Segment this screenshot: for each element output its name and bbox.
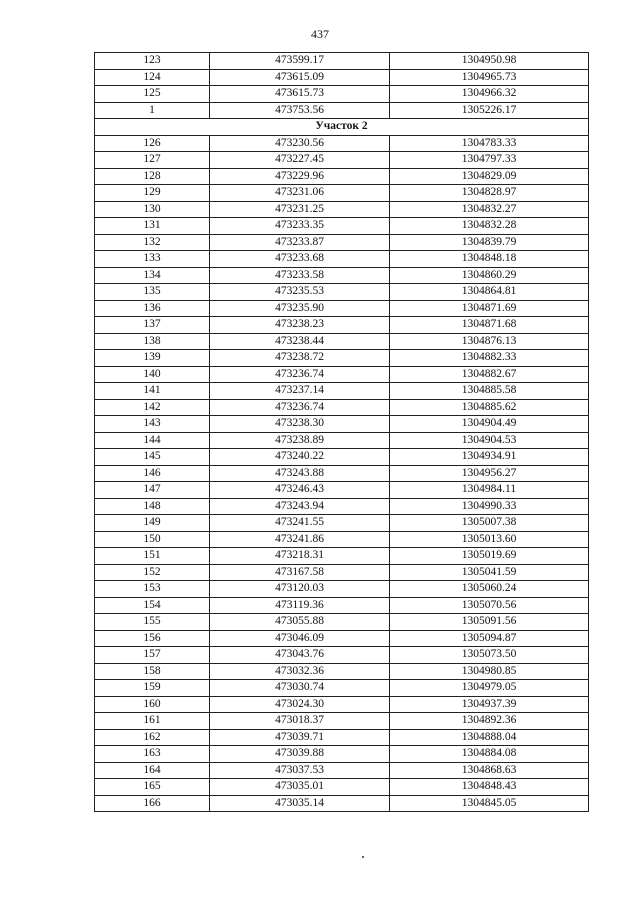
- table-row: [95, 762, 589, 779]
- point-number-cell: 148: [95, 498, 210, 515]
- table-row: [95, 465, 589, 482]
- table-row: [95, 581, 589, 598]
- y-coordinate-cell: 1305073.50: [390, 647, 589, 664]
- point-number-cell: 157: [95, 647, 210, 664]
- point-number-cell: 161: [95, 713, 210, 730]
- x-coordinate-cell: 473233.58: [210, 267, 390, 284]
- y-coordinate-cell: 1304984.11: [390, 482, 589, 499]
- section-title: Участок 2: [95, 119, 589, 136]
- table-row: [95, 317, 589, 334]
- table-row: [95, 729, 589, 746]
- x-coordinate-cell: 473241.55: [210, 515, 390, 532]
- x-coordinate-cell: 473030.74: [210, 680, 390, 697]
- table-row: [95, 399, 589, 416]
- y-coordinate-cell: 1304980.85: [390, 663, 589, 680]
- y-coordinate-cell: 1304871.69: [390, 300, 589, 317]
- point-number-cell: 142: [95, 399, 210, 416]
- x-coordinate-cell: 473240.22: [210, 449, 390, 466]
- point-number-cell: 125: [95, 86, 210, 103]
- point-number-cell: 130: [95, 201, 210, 218]
- y-coordinate-cell: 1305041.59: [390, 564, 589, 581]
- point-number-cell: 138: [95, 333, 210, 350]
- x-coordinate-cell: 473238.23: [210, 317, 390, 334]
- table-row: [95, 564, 589, 581]
- point-number-cell: 165: [95, 779, 210, 796]
- table-row: [95, 218, 589, 235]
- table-row: [95, 53, 589, 70]
- y-coordinate-cell: 1304848.43: [390, 779, 589, 796]
- point-number-cell: 124: [95, 69, 210, 86]
- x-coordinate-cell: 473035.01: [210, 779, 390, 796]
- y-coordinate-cell: 1304860.29: [390, 267, 589, 284]
- table-row: [95, 69, 589, 86]
- table-row: [95, 251, 589, 268]
- x-coordinate-cell: 473039.71: [210, 729, 390, 746]
- table-row: [95, 597, 589, 614]
- y-coordinate-cell: 1304828.97: [390, 185, 589, 202]
- point-number-cell: 133: [95, 251, 210, 268]
- y-coordinate-cell: 1304783.33: [390, 135, 589, 152]
- y-coordinate-cell: 1304956.27: [390, 465, 589, 482]
- y-coordinate-cell: 1304965.73: [390, 69, 589, 86]
- point-number-cell: 135: [95, 284, 210, 301]
- table-row: [95, 680, 589, 697]
- point-number-cell: 1: [95, 102, 210, 119]
- y-coordinate-cell: 1305226.17: [390, 102, 589, 119]
- point-number-cell: 155: [95, 614, 210, 631]
- x-coordinate-cell: 473120.03: [210, 581, 390, 598]
- table-row: [95, 498, 589, 515]
- y-coordinate-cell: 1304839.79: [390, 234, 589, 251]
- point-number-cell: 145: [95, 449, 210, 466]
- y-coordinate-cell: 1304904.49: [390, 416, 589, 433]
- x-coordinate-cell: 473238.44: [210, 333, 390, 350]
- x-coordinate-cell: 473241.86: [210, 531, 390, 548]
- point-number-cell: 163: [95, 746, 210, 763]
- point-number-cell: 162: [95, 729, 210, 746]
- y-coordinate-cell: 1304832.28: [390, 218, 589, 235]
- x-coordinate-cell: 473167.58: [210, 564, 390, 581]
- y-coordinate-cell: 1305007.38: [390, 515, 589, 532]
- x-coordinate-cell: 473753.56: [210, 102, 390, 119]
- y-coordinate-cell: 1304966.32: [390, 86, 589, 103]
- table-row: [95, 135, 589, 152]
- y-coordinate-cell: 1304845.05: [390, 795, 589, 812]
- table-row: [95, 531, 589, 548]
- x-coordinate-cell: 473231.06: [210, 185, 390, 202]
- x-coordinate-cell: 473218.31: [210, 548, 390, 565]
- y-coordinate-cell: 1304885.58: [390, 383, 589, 400]
- table-row: [95, 482, 589, 499]
- y-coordinate-cell: 1305060.24: [390, 581, 589, 598]
- point-number-cell: 147: [95, 482, 210, 499]
- point-number-cell: 149: [95, 515, 210, 532]
- point-number-cell: 136: [95, 300, 210, 317]
- x-coordinate-cell: 473043.76: [210, 647, 390, 664]
- table-row: [95, 779, 589, 796]
- y-coordinate-cell: 1304797.33: [390, 152, 589, 169]
- table-row: [95, 284, 589, 301]
- point-number-cell: 146: [95, 465, 210, 482]
- x-coordinate-cell: 473227.45: [210, 152, 390, 169]
- y-coordinate-cell: 1305070.56: [390, 597, 589, 614]
- y-coordinate-cell: 1304950.98: [390, 53, 589, 70]
- point-number-cell: 126: [95, 135, 210, 152]
- table-row: [95, 383, 589, 400]
- section-row: [95, 119, 589, 136]
- point-number-cell: 132: [95, 234, 210, 251]
- x-coordinate-cell: 473119.36: [210, 597, 390, 614]
- x-coordinate-cell: 473018.37: [210, 713, 390, 730]
- y-coordinate-cell: 1305013.60: [390, 531, 589, 548]
- y-coordinate-cell: 1304832.27: [390, 201, 589, 218]
- x-coordinate-cell: 473599.17: [210, 53, 390, 70]
- point-number-cell: 151: [95, 548, 210, 565]
- table-row: [95, 713, 589, 730]
- coordinates-table-body: [95, 53, 589, 812]
- x-coordinate-cell: 473035.14: [210, 795, 390, 812]
- table-row: [95, 548, 589, 565]
- x-coordinate-cell: 473230.56: [210, 135, 390, 152]
- table-row: [95, 185, 589, 202]
- table-row: [95, 449, 589, 466]
- point-number-cell: 166: [95, 795, 210, 812]
- point-number-cell: 143: [95, 416, 210, 433]
- y-coordinate-cell: 1305019.69: [390, 548, 589, 565]
- point-number-cell: 158: [95, 663, 210, 680]
- table-row: [95, 350, 589, 367]
- x-coordinate-cell: 473024.30: [210, 696, 390, 713]
- point-number-cell: 137: [95, 317, 210, 334]
- point-number-cell: 140: [95, 366, 210, 383]
- x-coordinate-cell: 473231.25: [210, 201, 390, 218]
- table-row: [95, 647, 589, 664]
- table-row: [95, 300, 589, 317]
- point-number-cell: 164: [95, 762, 210, 779]
- scan-speck: [362, 856, 364, 858]
- y-coordinate-cell: 1304829.09: [390, 168, 589, 185]
- table-row: [95, 696, 589, 713]
- point-number-cell: 123: [95, 53, 210, 70]
- y-coordinate-cell: 1304848.18: [390, 251, 589, 268]
- y-coordinate-cell: 1304876.13: [390, 333, 589, 350]
- y-coordinate-cell: 1304882.67: [390, 366, 589, 383]
- table-row: [95, 663, 589, 680]
- x-coordinate-cell: 473235.90: [210, 300, 390, 317]
- table-row: [95, 333, 589, 350]
- y-coordinate-cell: 1304904.53: [390, 432, 589, 449]
- point-number-cell: 160: [95, 696, 210, 713]
- x-coordinate-cell: 473236.74: [210, 399, 390, 416]
- table-row: [95, 86, 589, 103]
- y-coordinate-cell: 1304934.91: [390, 449, 589, 466]
- table-row: [95, 432, 589, 449]
- x-coordinate-cell: 473615.73: [210, 86, 390, 103]
- x-coordinate-cell: 473229.96: [210, 168, 390, 185]
- table-row: [95, 267, 589, 284]
- point-number-cell: 141: [95, 383, 210, 400]
- table-row: [95, 630, 589, 647]
- table-row: [95, 168, 589, 185]
- x-coordinate-cell: 473055.88: [210, 614, 390, 631]
- y-coordinate-cell: 1305094.87: [390, 630, 589, 647]
- y-coordinate-cell: 1304937.39: [390, 696, 589, 713]
- point-number-cell: 131: [95, 218, 210, 235]
- y-coordinate-cell: 1304882.33: [390, 350, 589, 367]
- y-coordinate-cell: 1304871.68: [390, 317, 589, 334]
- table-row: [95, 152, 589, 169]
- point-number-cell: 134: [95, 267, 210, 284]
- x-coordinate-cell: 473243.88: [210, 465, 390, 482]
- x-coordinate-cell: 473243.94: [210, 498, 390, 515]
- point-number-cell: 139: [95, 350, 210, 367]
- point-number-cell: 152: [95, 564, 210, 581]
- y-coordinate-cell: 1304979.05: [390, 680, 589, 697]
- point-number-cell: 129: [95, 185, 210, 202]
- point-number-cell: 144: [95, 432, 210, 449]
- x-coordinate-cell: 473237.14: [210, 383, 390, 400]
- x-coordinate-cell: 473246.43: [210, 482, 390, 499]
- x-coordinate-cell: 473238.30: [210, 416, 390, 433]
- x-coordinate-cell: 473238.89: [210, 432, 390, 449]
- x-coordinate-cell: 473037.53: [210, 762, 390, 779]
- table-row: [95, 746, 589, 763]
- table-row: [95, 102, 589, 119]
- x-coordinate-cell: 473233.68: [210, 251, 390, 268]
- table-row: [95, 416, 589, 433]
- table-row: [95, 366, 589, 383]
- y-coordinate-cell: 1304892.36: [390, 713, 589, 730]
- coordinates-table: [94, 52, 589, 812]
- page-number: 437: [311, 27, 329, 41]
- x-coordinate-cell: 473233.87: [210, 234, 390, 251]
- x-coordinate-cell: 473032.36: [210, 663, 390, 680]
- y-coordinate-cell: 1304885.62: [390, 399, 589, 416]
- point-number-cell: 127: [95, 152, 210, 169]
- point-number-cell: 154: [95, 597, 210, 614]
- x-coordinate-cell: 473236.74: [210, 366, 390, 383]
- point-number-cell: 128: [95, 168, 210, 185]
- point-number-cell: 153: [95, 581, 210, 598]
- x-coordinate-cell: 473039.88: [210, 746, 390, 763]
- y-coordinate-cell: 1304990.33: [390, 498, 589, 515]
- x-coordinate-cell: 473238.72: [210, 350, 390, 367]
- table-row: [95, 795, 589, 812]
- y-coordinate-cell: 1304884.08: [390, 746, 589, 763]
- table-row: [95, 515, 589, 532]
- y-coordinate-cell: 1304888.04: [390, 729, 589, 746]
- x-coordinate-cell: 473235.53: [210, 284, 390, 301]
- y-coordinate-cell: 1305091.56: [390, 614, 589, 631]
- table-row: [95, 614, 589, 631]
- table-row: [95, 234, 589, 251]
- x-coordinate-cell: 473233.35: [210, 218, 390, 235]
- x-coordinate-cell: 473046.09: [210, 630, 390, 647]
- point-number-cell: 150: [95, 531, 210, 548]
- x-coordinate-cell: 473615.09: [210, 69, 390, 86]
- point-number-cell: 156: [95, 630, 210, 647]
- y-coordinate-cell: 1304868.63: [390, 762, 589, 779]
- table-row: [95, 201, 589, 218]
- point-number-cell: 159: [95, 680, 210, 697]
- y-coordinate-cell: 1304864.81: [390, 284, 589, 301]
